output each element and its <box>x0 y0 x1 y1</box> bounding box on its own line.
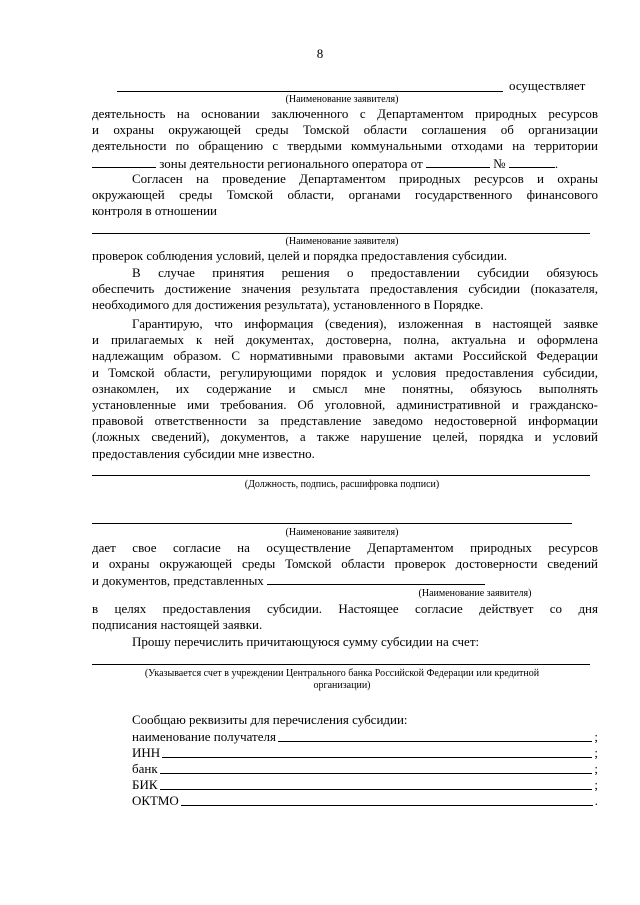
oktmo-field[interactable] <box>181 793 593 806</box>
recipient-name-field[interactable] <box>278 729 592 742</box>
text-line: контроля в отношении <box>92 203 218 219</box>
applicant-name-caption-3: (Наименование заявителя) <box>285 527 399 538</box>
request-text: Прошу перечислить причитающуюся сумму субсидии на счет: <box>132 634 480 649</box>
implements-text: осуществляет <box>509 78 586 93</box>
text-line: деятельности по обращению с твердыми коммунальными отходами на территории <box>92 138 598 154</box>
text-line: и охраны окружающей среды Томской области соглашения об организации <box>92 122 598 138</box>
applicant-name-line <box>117 91 503 92</box>
inn-field[interactable] <box>162 745 592 758</box>
account-line <box>92 664 590 665</box>
text-line: и охраны окружающей среды Томской области проверок достоверности сведений <box>92 556 598 572</box>
signature-line <box>92 475 590 476</box>
signature-caption: (Должность, подпись, расшифровка подписи) <box>244 479 440 490</box>
account-caption <box>92 668 592 692</box>
text-line: надлежащим образом. С нормативными правовыми актами Российской Федерации <box>92 348 598 364</box>
page-number: 8 <box>316 46 324 61</box>
requisite-end: ; <box>594 761 598 776</box>
text-line: (ложных сведений), документов, а также нарушение целей, порядка и условий <box>92 429 598 445</box>
requisite-row-inn <box>132 745 598 761</box>
agreement-consent-paragraph <box>92 540 598 590</box>
zone-text: зоны деятельности регионального оператора от <box>159 155 423 171</box>
caption-line: (Указывается счет в учреждении Центрального банка Российской Федерации или кредитной <box>144 668 540 679</box>
requisite-row-bank <box>132 761 598 777</box>
requisite-label: ИНН <box>132 745 161 760</box>
result-paragraph <box>92 265 598 314</box>
applicant-name-caption: (Наименование заявителя) <box>285 94 399 105</box>
text-line: Согласен на проведение Департаментом природных ресурсов и охраны <box>132 171 598 186</box>
text-line: подписания настоящей заявки. <box>92 617 263 633</box>
requisite-end: . <box>594 793 598 808</box>
text-line: обеспечить достижение значения результата предоставления субсидии (показателя, <box>92 281 598 297</box>
applicant-name-caption-2: (Наименование заявителя) <box>285 236 399 247</box>
requisite-label: ОКТМО <box>132 793 179 808</box>
bik-field[interactable] <box>160 777 593 790</box>
applicant-name-line-2 <box>92 233 590 234</box>
guarantee-paragraph <box>92 316 598 462</box>
requisite-label: наименование получателя <box>132 729 276 744</box>
period: . <box>554 155 559 171</box>
number-blank <box>509 155 555 168</box>
date-blank <box>426 155 490 168</box>
consent-paragraph <box>92 171 598 220</box>
applicant-name-line-3 <box>92 523 572 524</box>
text-line: предоставления субсидии мне известно. <box>92 445 315 461</box>
text-line: Гарантирую, что информация (сведения), изложенная в настоящей заявке <box>132 316 598 331</box>
validity-paragraph <box>92 601 598 633</box>
territory-blank <box>92 155 156 168</box>
text-line: необходимого для достижения результата), установленного в Порядке. <box>92 297 484 313</box>
number-sign: № <box>493 155 506 171</box>
submitted-by-blank <box>267 572 485 585</box>
submitted-text: и документов, представленных <box>92 573 264 589</box>
text-line: и Томской области, регулирующими порядок и условия предоставления субсидии, <box>92 364 598 380</box>
requisites-intro: Сообщаю реквизиты для перечисления субсидии: <box>132 712 408 727</box>
verification-text: проверок соблюдения условий, целей и порядка предоставления субсидии. <box>92 248 508 263</box>
text-line: ознакомлен, их содержание и смысл мне понятны, обязуюсь выполнять <box>92 380 598 396</box>
requisite-row-bik <box>132 777 598 793</box>
text-line: и прилагаемых к ней документах, достоверна, полна, актуальна и оформлена <box>92 332 598 348</box>
requisite-row-oktmo <box>132 793 598 809</box>
text-line: деятельность на основании заключенного с Департаментом природных ресурсов <box>92 106 598 121</box>
text-line: окружающей среды Томской области, органами государственного финансового <box>92 187 598 203</box>
bank-field[interactable] <box>160 761 593 774</box>
requisite-label: банк <box>132 761 158 776</box>
requisite-end: ; <box>594 729 598 744</box>
requisite-row-recipient <box>132 729 598 745</box>
applicant-name-caption-4: (Наименование заявителя) <box>418 588 532 599</box>
territory-line <box>92 155 598 172</box>
requisite-end: ; <box>594 745 598 760</box>
text-line: установленные ими требования. Об уголовной, административной и гражданско- <box>92 397 598 413</box>
text-line: В случае принятия решения о предоставлении субсидии обязуюсь <box>132 265 598 280</box>
text-line: дает свое согласие на осуществление Департаментом природных ресурсов <box>92 540 598 555</box>
caption-line: организации) <box>313 680 371 691</box>
text-line: в целях предоставления субсидии. Настоящее согласие действует со дня <box>92 601 598 616</box>
requisite-end: ; <box>594 777 598 792</box>
agreement-paragraph <box>92 106 598 172</box>
requisite-label: БИК <box>132 777 158 792</box>
text-line: правовой ответственности за представление заведомо недостоверной информации <box>92 413 598 429</box>
